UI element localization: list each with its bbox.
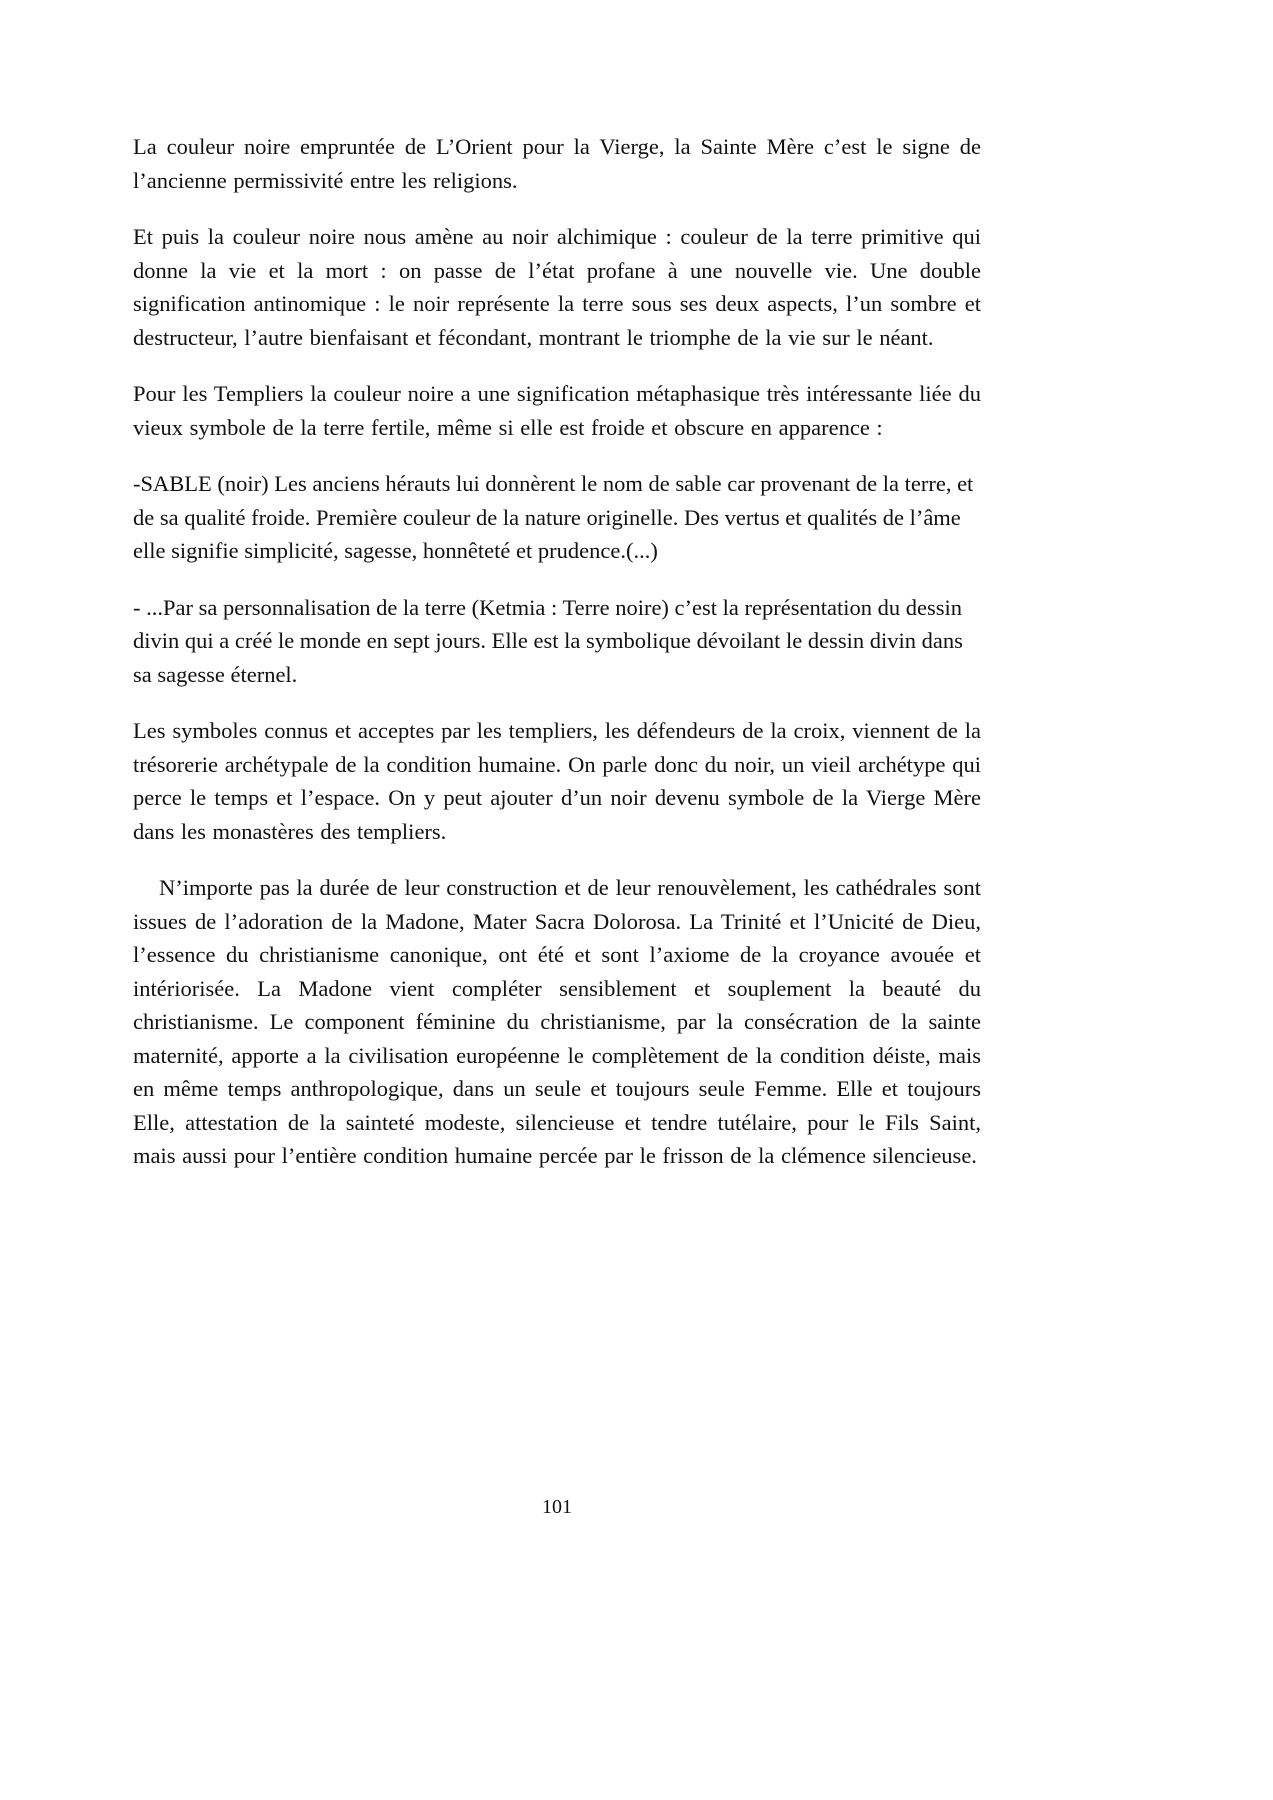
paragraph: Pour les Templiers la couleur noire a une signification métaphasique très intéressante liée du vieux symbole de la terre fertile, même si elle est froide et obscure en apparence : (133, 381, 981, 440)
paragraph: N’importe pas la durée de leur construction et de leur renouvèlement, les cathédrales sont issues de l’adoration de la Madone, Mater Sacra Dolorosa. La Trinité et l’Unicité de Dieu, l’essence du christianisme canonique, ont été et sont l’axiome de la croyance avouée et intériorisée. La Madone vient compléter sensiblement et souplement la beauté du christianisme. Le component féminine du christianisme, par la consécration de la sainte maternité, apporte a la civilisation européenne le complètement de la condition déiste, mais en même temps anthropologique, dans un seule et toujours seule Femme. Elle et toujours Elle, attestation de la sainteté modeste, silencieuse et tendre tutélaire, pour le Fils Saint, mais aussi pour l’entière condition humaine percée par le frisson de la clémence silencieuse. (133, 875, 981, 1168)
paragraph: Et puis la couleur noire nous amène au noir alchimique : couleur de la terre primitive qui donne la vie et la mort : on passe de l’état profane à une nouvelle vie. Une double signification antinomique : le noir représente la terre sous ses deux aspects, l’un sombre et destructeur, l’autre bienfaisant et fécondant, montrant le triomphe de la vie sur le néant. (133, 224, 981, 350)
paragraph: Les symboles connus et acceptes par les templiers, les défendeurs de la croix, viennent de la trésorerie archétypale de la condition humaine. On parle donc du noir, un vieil archétype qui perce le temps et l’espace. On y peut ajouter d’un noir devenu symbole de la Vierge Mère dans les monastères des templiers. (133, 718, 981, 844)
paragraph: La couleur noire empruntée de L’Orient pour la Vierge, la Sainte Mère c’est le signe de l’ancienne permissivité entre les religions. (133, 134, 981, 193)
paragraph: -SABLE (noir) Les anciens hérauts lui donnèrent le nom de sable car provenant de la terre, et de sa qualité froide. Première couleur de la nature originelle. Des vertus et qualités de l’âme elle signifie simplicité, sagesse, honnêteté et prudence.(...) (133, 471, 974, 563)
paragraph: - ...Par sa personnalisation de la terre (Ketmia : Terre noire) c’est la représentation du dessin divin qui a créé le monde en sept jours. Elle est la symbolique dévoilant le dessin divin dans sa sagesse éternel. (133, 594, 963, 687)
document-body (133, 130, 981, 1196)
page-number: 101 (542, 1496, 572, 1518)
